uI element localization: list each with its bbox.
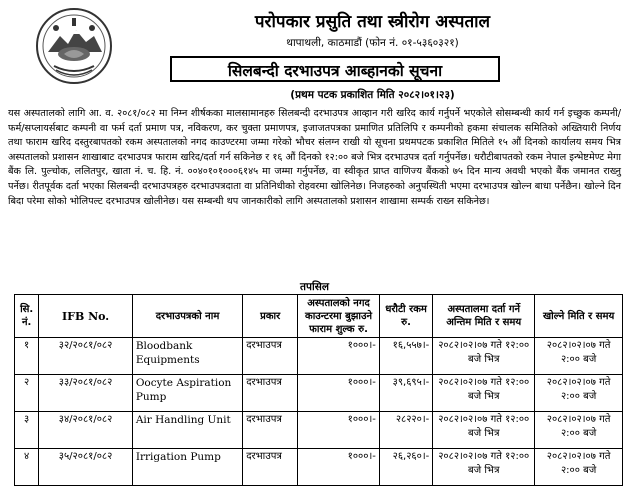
cell-type: दरभाउपत्र xyxy=(243,338,298,375)
cell-ifb: ३५/२०८१/०८२ xyxy=(39,449,133,486)
cell-item: Air Handling Unit xyxy=(132,412,242,449)
cell-submission: २०८२।०२।०७ गते १२:०० बजे भित्र xyxy=(433,412,535,449)
header-item: दरभाउपत्रको नाम xyxy=(132,295,242,338)
cell-item: Irrigation Pump xyxy=(132,449,242,486)
notice-title: सिलबन्दी दरभाउपत्र आब्हानको सूचना xyxy=(170,56,500,82)
table-caption: तपसिल xyxy=(300,281,329,293)
hospital-name: परोपकार प्रसुति तथा स्त्रीरोग अस्पताल xyxy=(254,12,491,32)
table-row xyxy=(15,375,623,412)
header-type: प्रकार xyxy=(243,295,298,338)
cell-ifb: ३३/२०८१/०८२ xyxy=(39,375,133,412)
cell-opening: २०८२।०२।०७ गते २:०० बजे xyxy=(535,338,623,375)
cell-ifb: ३२/२०८१/०८२ xyxy=(39,338,133,375)
cell-sn: ३ xyxy=(15,412,39,449)
tender-table xyxy=(14,294,623,486)
publish-date: (प्रथम पटक प्रकाशित मिति २०८२।०१।२३) xyxy=(290,89,455,101)
header-sn: सि. नं. xyxy=(15,295,39,338)
nepal-government-emblem-icon xyxy=(34,6,114,86)
cell-deposit: ३९,६९५।- xyxy=(379,375,432,412)
cell-sn: ४ xyxy=(15,449,39,486)
table-row xyxy=(15,338,623,375)
cell-submission: २०८२।०२।०७ गते १२:०० बजे भित्र xyxy=(433,449,535,486)
table-row xyxy=(15,412,623,449)
cell-submission: २०८२।०२।०७ गते १२:०० बजे भित्र xyxy=(433,375,535,412)
cell-fee: १०००।- xyxy=(298,375,380,412)
table-header-row xyxy=(15,295,623,338)
cell-submission: २०८२।०२।०७ गते १२:०० बजे भित्र xyxy=(433,338,535,375)
hospital-address: थापाथली, काठमाडौं (फोन नं. ०१-५३६०३२१) xyxy=(286,37,459,49)
header-deposit: धरौटी रकम रु. xyxy=(379,295,432,338)
cell-opening: २०८२।०२।०७ गते २:०० बजे xyxy=(535,449,623,486)
notice-body: यस अस्पतालको लागि आ. व. २०८१/०८२ मा निम्न शीर्षकका मालसामानहरु सिलबन्दी दरभाउपत्र आव्हान गरी खरिद कार्य गर्नुपर्ने भएकोले सोसम्बन्धी कार्य गर्न इच्छुक कम्पनी/फर्म/सप्लायर्सबाट कम्पनी वा फर्म दर्ता प्रमाण पत्र, नविकरण, कर चुक्ता प्रमाणपत्र, इजाजतपत्रका प्रमाणित प्रतिलिपि र कम्पनीको हकमा संचालक समितिको अख्तियारी निर्णय तथा फाराम खरिद दस्तुरबापतको रकम अस्पतालको नगद काउण्टरमा जम्मा गरेको भौचर संलग्न राखी यो सूचना प्रथमपटक प्रकाशित मितिले १५ औं दिनको कार्यालय समय भित्र अस्पतालको प्रशासन शाखाबाट दरभाउपत्र फाराम खरिद/दर्ता गर्न सकिनेछ र १६ औं दिनको १२:०० बजे भित्र दरभाउपत्र दर्ता गर्नुपर्नेछ। धरौटीबापतको रकम नेपाल इन्भेष्टमेण्ट मेगा बैंक लि. पुल्चोक, ललितपुर, खाता नं. च. हि. नं. ००४०१०१०००६१४५ मा जम्मा गर्नुपर्नेछ, वा स्वीकृत प्राप्त वाणिज्य बैंकको ७५ दिन मान्य अवधी भएको बैंक जमानत राख्नु पर्नेछ। रीतपूर्वक दर्ता भएका सिलबन्दी दरभाउपत्रहरु दरभाउपत्रदाता वा प्रतिनिधीको रोहवरमा खोलिनेछ। निजहरुको अनुपस्थिती भएमा दरभाउपत्र खोल्न बाधा पर्नेछैन। खोल्ने दिन बिदा परेमा सोको भोलिपल्ट दरभाउपत्र खोलीनेछ। यस सम्बन्धी थप जानकारीको लागि अस्पतालको प्रशासन शाखामा सम्पर्क राख्न सकिनेछ। xyxy=(8,108,621,207)
table-row xyxy=(15,449,623,486)
cell-fee: १०००।- xyxy=(298,449,380,486)
cell-item: Oocyte Aspiration Pump xyxy=(132,375,242,412)
cell-sn: १ xyxy=(15,338,39,375)
header-submission: अस्पतालमा दर्ता गर्ने अन्तिम मिति र समय xyxy=(433,295,535,338)
cell-opening: २०८२।०२।०७ गते २:०० बजे xyxy=(535,412,623,449)
cell-type: दरभाउपत्र xyxy=(243,375,298,412)
header-fee: अस्पतालको नगद काउन्टरमा बुझाउने फाराम शुल्क रु. xyxy=(298,295,380,338)
cell-type: दरभाउपत्र xyxy=(243,412,298,449)
cell-deposit: १६,५५७।- xyxy=(379,338,432,375)
cell-type: दरभाउपत्र xyxy=(243,449,298,486)
header-opening: खोल्ने मिति र समय xyxy=(535,295,623,338)
cell-deposit: २६,२६०।- xyxy=(379,449,432,486)
cell-fee: १०००।- xyxy=(298,338,380,375)
header-ifb: IFB No. xyxy=(39,295,133,338)
cell-fee: १०००।- xyxy=(298,412,380,449)
cell-sn: २ xyxy=(15,375,39,412)
cell-item: Bloodbank Equipments xyxy=(132,338,242,375)
cell-ifb: ३४/२०८१/०८२ xyxy=(39,412,133,449)
cell-deposit: २८२२०।- xyxy=(379,412,432,449)
cell-opening: २०८२।०२।०७ गते २:०० बजे xyxy=(535,375,623,412)
